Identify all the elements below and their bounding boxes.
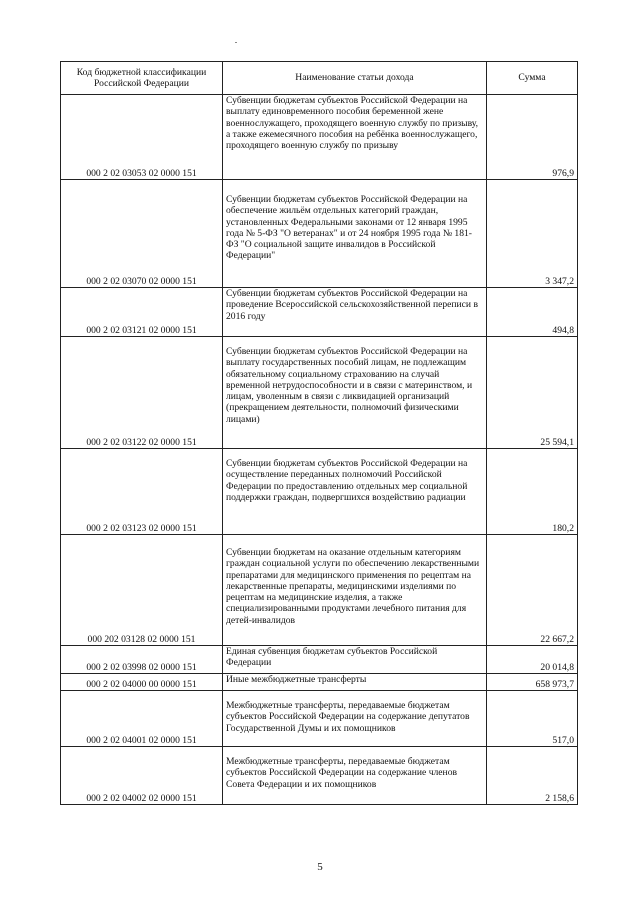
row-code: 000 2 02 03998 02 0000 151: [61, 646, 223, 674]
row-name: Межбюджетные трансферты, передаваемые бюджетам субъектов Российской Федерации на содержание депутатов Государственной Думы и их помощников: [223, 691, 487, 747]
row-name: Единая субвенция бюджетам субъектов Российской Федерации: [223, 646, 487, 674]
budget-revenue-table: [60, 61, 578, 805]
row-sum: 3 347,2: [487, 180, 578, 288]
table-row: [61, 747, 578, 805]
row-sum: 517,0: [487, 691, 578, 747]
table-row: [61, 288, 578, 337]
row-code: 000 2 02 04001 02 0000 151: [61, 691, 223, 747]
row-sum: 976,9: [487, 95, 578, 180]
row-sum: 494,8: [487, 288, 578, 337]
row-name: Субвенции бюджетам субъектов Российской Федерации на осуществление переданных полномочий Российской Федерации по предоставлению отдельных мер социальной поддержки граждан, подвергшихся воздействию радиации: [223, 449, 487, 535]
row-name: Субвенции бюджетам на оказание отдельным категориям граждан социальной услуги по обеспечению лекарственными препаратами для медицинского применения по рецептам на лекарственные препараты, медицинскими изделиями по рецептам на медицинские изделия, а также специализированными продуктами лечебного питания для детей-инвалидов: [223, 535, 487, 646]
row-name: Субвенции бюджетам субъектов Российской Федерации на выплату единовременного пособия беременной жене военнослужащего, проходящего военную службу по призыву, а также ежемесячного пособия на ребёнка военнослужащего, проходящего военную службу по призыву: [223, 95, 487, 180]
row-code: 000 2 02 03070 02 0000 151: [61, 180, 223, 288]
table-row: [61, 691, 578, 747]
row-name: Субвенции бюджетам субъектов Российской Федерации на выплату государственных пособий лицам, не подлежащим обязательному социальному страхованию на случай временной нетрудоспособности и в связи с материнством, и лицам, уволенным в связи с ликвидацией организаций (прекращением деятельности, полномочий физическими лицами): [223, 337, 487, 449]
row-code: 000 2 02 04000 00 0000 151: [61, 674, 223, 691]
table-row: [61, 95, 578, 180]
table-row: [61, 180, 578, 288]
scan-speck: [235, 42, 237, 43]
header-code: Код бюджетной классификации Российской Федерации: [61, 62, 223, 95]
header-name: Наименование статьи дохода: [223, 62, 487, 95]
row-sum: 2 158,6: [487, 747, 578, 805]
row-name: Иные межбюджетные трансферты: [223, 674, 487, 691]
row-sum: 20 014,8: [487, 646, 578, 674]
row-code: 000 2 02 03121 02 0000 151: [61, 288, 223, 337]
table-row: [61, 674, 578, 691]
page-number: 5: [317, 861, 323, 873]
row-sum: 22 667,2: [487, 535, 578, 646]
row-code: 000 2 02 03053 02 0000 151: [61, 95, 223, 180]
table-row: [61, 337, 578, 449]
row-name: Субвенции бюджетам субъектов Российской Федерации на обеспечение жильём отдельных категорий граждан, установленных Федеральными законами от 12 января 1995 года № 5-ФЗ "О ветеранах" и от 24 ноября 1995 года № 181-ФЗ "О социальной защите инвалидов в Российской Федерации": [223, 180, 487, 288]
row-code: 000 2 02 03123 02 0000 151: [61, 449, 223, 535]
row-code: 000 2 02 03122 02 0000 151: [61, 337, 223, 449]
row-sum: 25 594,1: [487, 337, 578, 449]
row-code: 000 202 03128 02 0000 151: [61, 535, 223, 646]
row-sum: 180,2: [487, 449, 578, 535]
row-sum: 658 973,7: [487, 674, 578, 691]
row-name: Межбюджетные трансферты, передаваемые бюджетам субъектов Российской Федерации на содержание членов Совета Федерации и их помощников: [223, 747, 487, 805]
header-sum: Сумма: [487, 62, 578, 95]
row-code: 000 2 02 04002 02 0000 151: [61, 747, 223, 805]
table-row: [61, 535, 578, 646]
row-name: Субвенции бюджетам субъектов Российской Федерации на проведение Всероссийской сельскохозяйственной переписи в 2016 году: [223, 288, 487, 337]
table-row: [61, 646, 578, 674]
table-header-row: [61, 62, 578, 95]
table-row: [61, 449, 578, 535]
